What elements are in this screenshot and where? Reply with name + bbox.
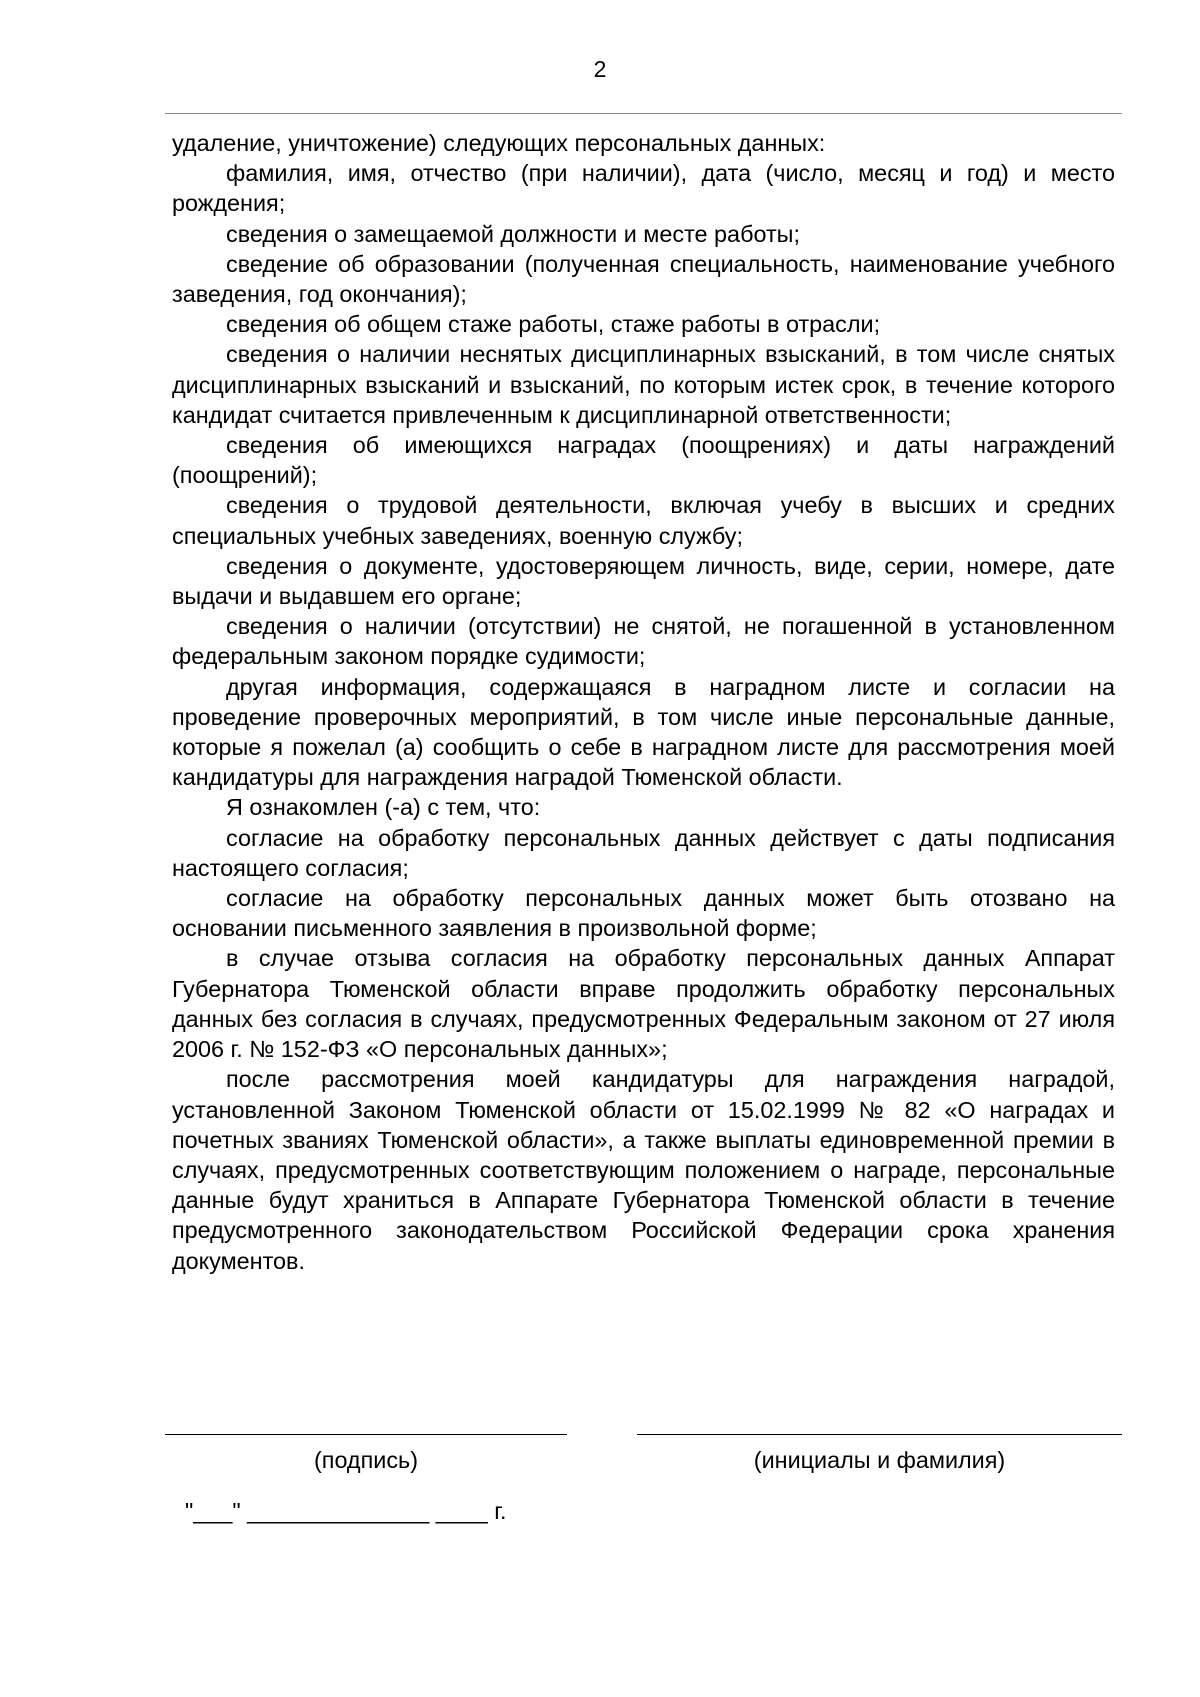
paragraph: сведения о документе, удостоверяющем личность, виде, серии, номере, дате выдачи и выдавшем его органе; xyxy=(172,552,1115,610)
paragraph: Я ознакомлен (-а) с тем, что: xyxy=(226,794,541,821)
paragraph: другая информация, содержащаяся в наградном листе и согласии на проведение проверочных мероприятий, в том числе иные персональные данные, которые я пожелал (а) сообщить о себе в наградном листе для рассмотрения моей кандидатуры для награждения наградой Тюменской области. xyxy=(172,673,1115,791)
paragraph: сведение об образовании (полученная специальность, наименование учебного заведения, год окончания); xyxy=(172,250,1115,308)
paragraph: в случае отзыва согласия на обработку персональных данных Аппарат Губернатора Тюменской области вправе продолжить обработку персональных данных без согласия в случаях, предусмотренных Федеральным законом от 27 июля 2006 г. № 152-ФЗ «О персональных данных»; xyxy=(172,945,1115,1063)
paragraph: согласие на обработку персональных данных действует с даты подписания настоящего согласия; xyxy=(172,824,1115,881)
signature-caption: (подпись) xyxy=(313,1447,418,1473)
paragraph: сведения об общем стаже работы, стаже работы в отрасли; xyxy=(226,311,881,338)
paragraph: удаление, уничтожение) следующих персональных данных: xyxy=(172,130,826,156)
header-rule xyxy=(165,113,1122,114)
paragraph: сведения о замещаемой должности и месте работы; xyxy=(226,220,800,247)
paragraph: фамилия, имя, отчество (при наличии), дата (число, месяц и год) и место рождения; xyxy=(172,160,1115,217)
paragraph: сведения об имеющихся наградах (поощрениях) и даты награждений (поощрений); xyxy=(172,432,1115,489)
page-number: 2 xyxy=(593,56,607,82)
document-body xyxy=(172,128,1115,1276)
paragraph: после рассмотрения моей кандидатуры для награждения наградой, установленной Законом Тюменской области от 15.02.1999 № 82 «О наградах и почетных званиях Тюменской области», а также выплаты единовременной премии в случаях, предусмотренных соответствующим положением о награде, персональные данные будут храниться в Аппарате Губернатора Тюменской области в течение предусмотренного законодательством Российской Федерации срока хранения документов. xyxy=(172,1066,1115,1274)
paragraph: сведения о наличии неснятых дисциплинарных взысканий, в том числе снятых дисциплинарных взысканий и взысканий, по которым истек срок, в течение которого кандидат считается привлеченным к дисциплинарной ответственности; xyxy=(172,341,1115,428)
name-line xyxy=(637,1434,1122,1435)
paragraph: сведения о трудовой деятельности, включая учебу в высших и средних специальных учебных заведениях, военную службу; xyxy=(172,492,1115,549)
name-caption: (инициалы и фамилия) xyxy=(753,1447,1006,1473)
date-field: "___" ______________ ____ г. xyxy=(185,1498,507,1524)
paragraph: сведения о наличии (отсутствии) не снятой, не погашенной в установленном федеральным законом порядке судимости; xyxy=(172,613,1115,670)
signature-line xyxy=(165,1434,567,1435)
paragraph: согласие на обработку персональных данных может быть отозвано на основании письменного заявления в произвольной форме; xyxy=(172,885,1115,942)
